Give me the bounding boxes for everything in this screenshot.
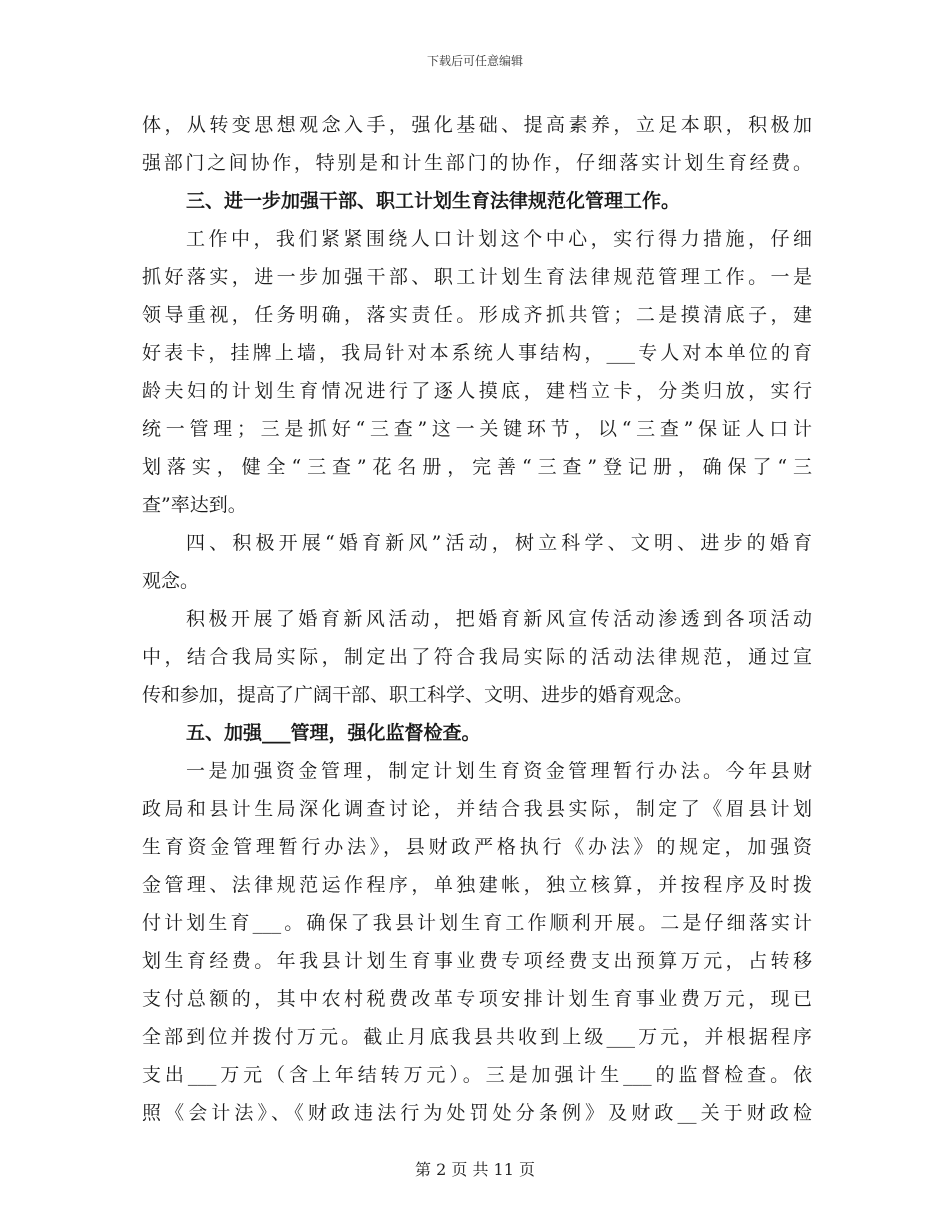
body-line: 工作中，我们紧紧围绕人口计划这个中心，实行得力措施，仔细 xyxy=(186,228,812,250)
body-line: 支付总额的，其中农村税费改革专项安排计划生育事业费万元，现已 xyxy=(142,988,812,1010)
body-line: 划生育经费。年我县计划生育事业费专项经费支出预算万元，占转移 xyxy=(142,950,812,972)
body-line: 金管理、法律规范运作程序，单独建帐，独立核算，并按程序及时拨 xyxy=(142,874,812,896)
body-line: 统一管理；三是抓好“三查”这一关键环节，以“三查”保证人口计 xyxy=(142,418,812,440)
body-line: 照《会计法》、《财政违法行为处罚处分条例》及财政__关于财政检 xyxy=(142,1102,812,1124)
document-body xyxy=(142,106,812,1132)
page-header: 下载后可任意编辑 xyxy=(426,54,523,68)
body-line: 龄夫妇的计划生育情况进行了逐人摸底，建档立卡，分类归放，实行 xyxy=(142,380,812,402)
body-line: 划落实，健全“三查”花名册，完善“三查”登记册，确保了“三 xyxy=(142,456,812,478)
body-line: 抓好落实，进一步加强干部、职工计划生育法律规范管理工作。一是 xyxy=(142,266,812,288)
body-line: 付计划生育___。确保了我县计划生育工作顺利开展。二是仔细落实计 xyxy=(142,912,812,934)
body-line: 好表卡，挂牌上墙，我局针对本系统人事结构，___专人对本单位的育 xyxy=(142,342,812,364)
body-line: 传和参加，提高了广阔干部、职工科学、文明、进步的婚育观念。 xyxy=(142,684,694,706)
body-line: 领导重视，任务明确，落实责任。形成齐抓共管；二是摸清底子，建 xyxy=(142,304,812,326)
body-line: 积极开展了婚育新风活动，把婚育新风宣传活动渗透到各项活动 xyxy=(186,608,812,630)
body-line: 政局和县计生局深化调查讨论，并结合我县实际，制定了《眉县计划 xyxy=(142,798,812,820)
body-line: 中，结合我局实际，制定出了符合我局实际的活动法律规范，通过宣 xyxy=(142,646,812,668)
section-heading-5: 五、加强___管理，强化监督检查。 xyxy=(186,722,481,744)
page-number-footer: 第 2 页 共 11 页 xyxy=(415,1160,535,1179)
section-heading-4: 四、积极开展“婚育新风”活动，树立科学、文明、进步的婚育 xyxy=(186,532,812,554)
body-line: 生育资金管理暂行办法》，县财政严格执行《办法》的规定，加强资 xyxy=(142,836,812,858)
body-line: 全部到位并拨付万元。截止月底我县共收到上级___万元，并根据程序 xyxy=(142,1026,812,1048)
section-heading-3: 三、进一步加强干部、职工计划生育法律规范化管理工作。 xyxy=(186,190,681,212)
body-line: 体，从转变思想观念入手，强化基础、提高素养，立足本职，积极加 xyxy=(142,114,812,136)
body-line: 强部门之间协作，特别是和计生部门的协作，仔细落实计划生育经费。 xyxy=(142,152,812,174)
body-line: 一是加强资金管理，制定计划生育资金管理暂行办法。今年县财 xyxy=(186,760,812,782)
body-line: 观念。 xyxy=(142,570,200,592)
body-line: 支出___万元（含上年结转万元）。三是加强计生___的监督检查。依 xyxy=(142,1064,812,1086)
body-line: 查”率达到。 xyxy=(142,494,247,516)
